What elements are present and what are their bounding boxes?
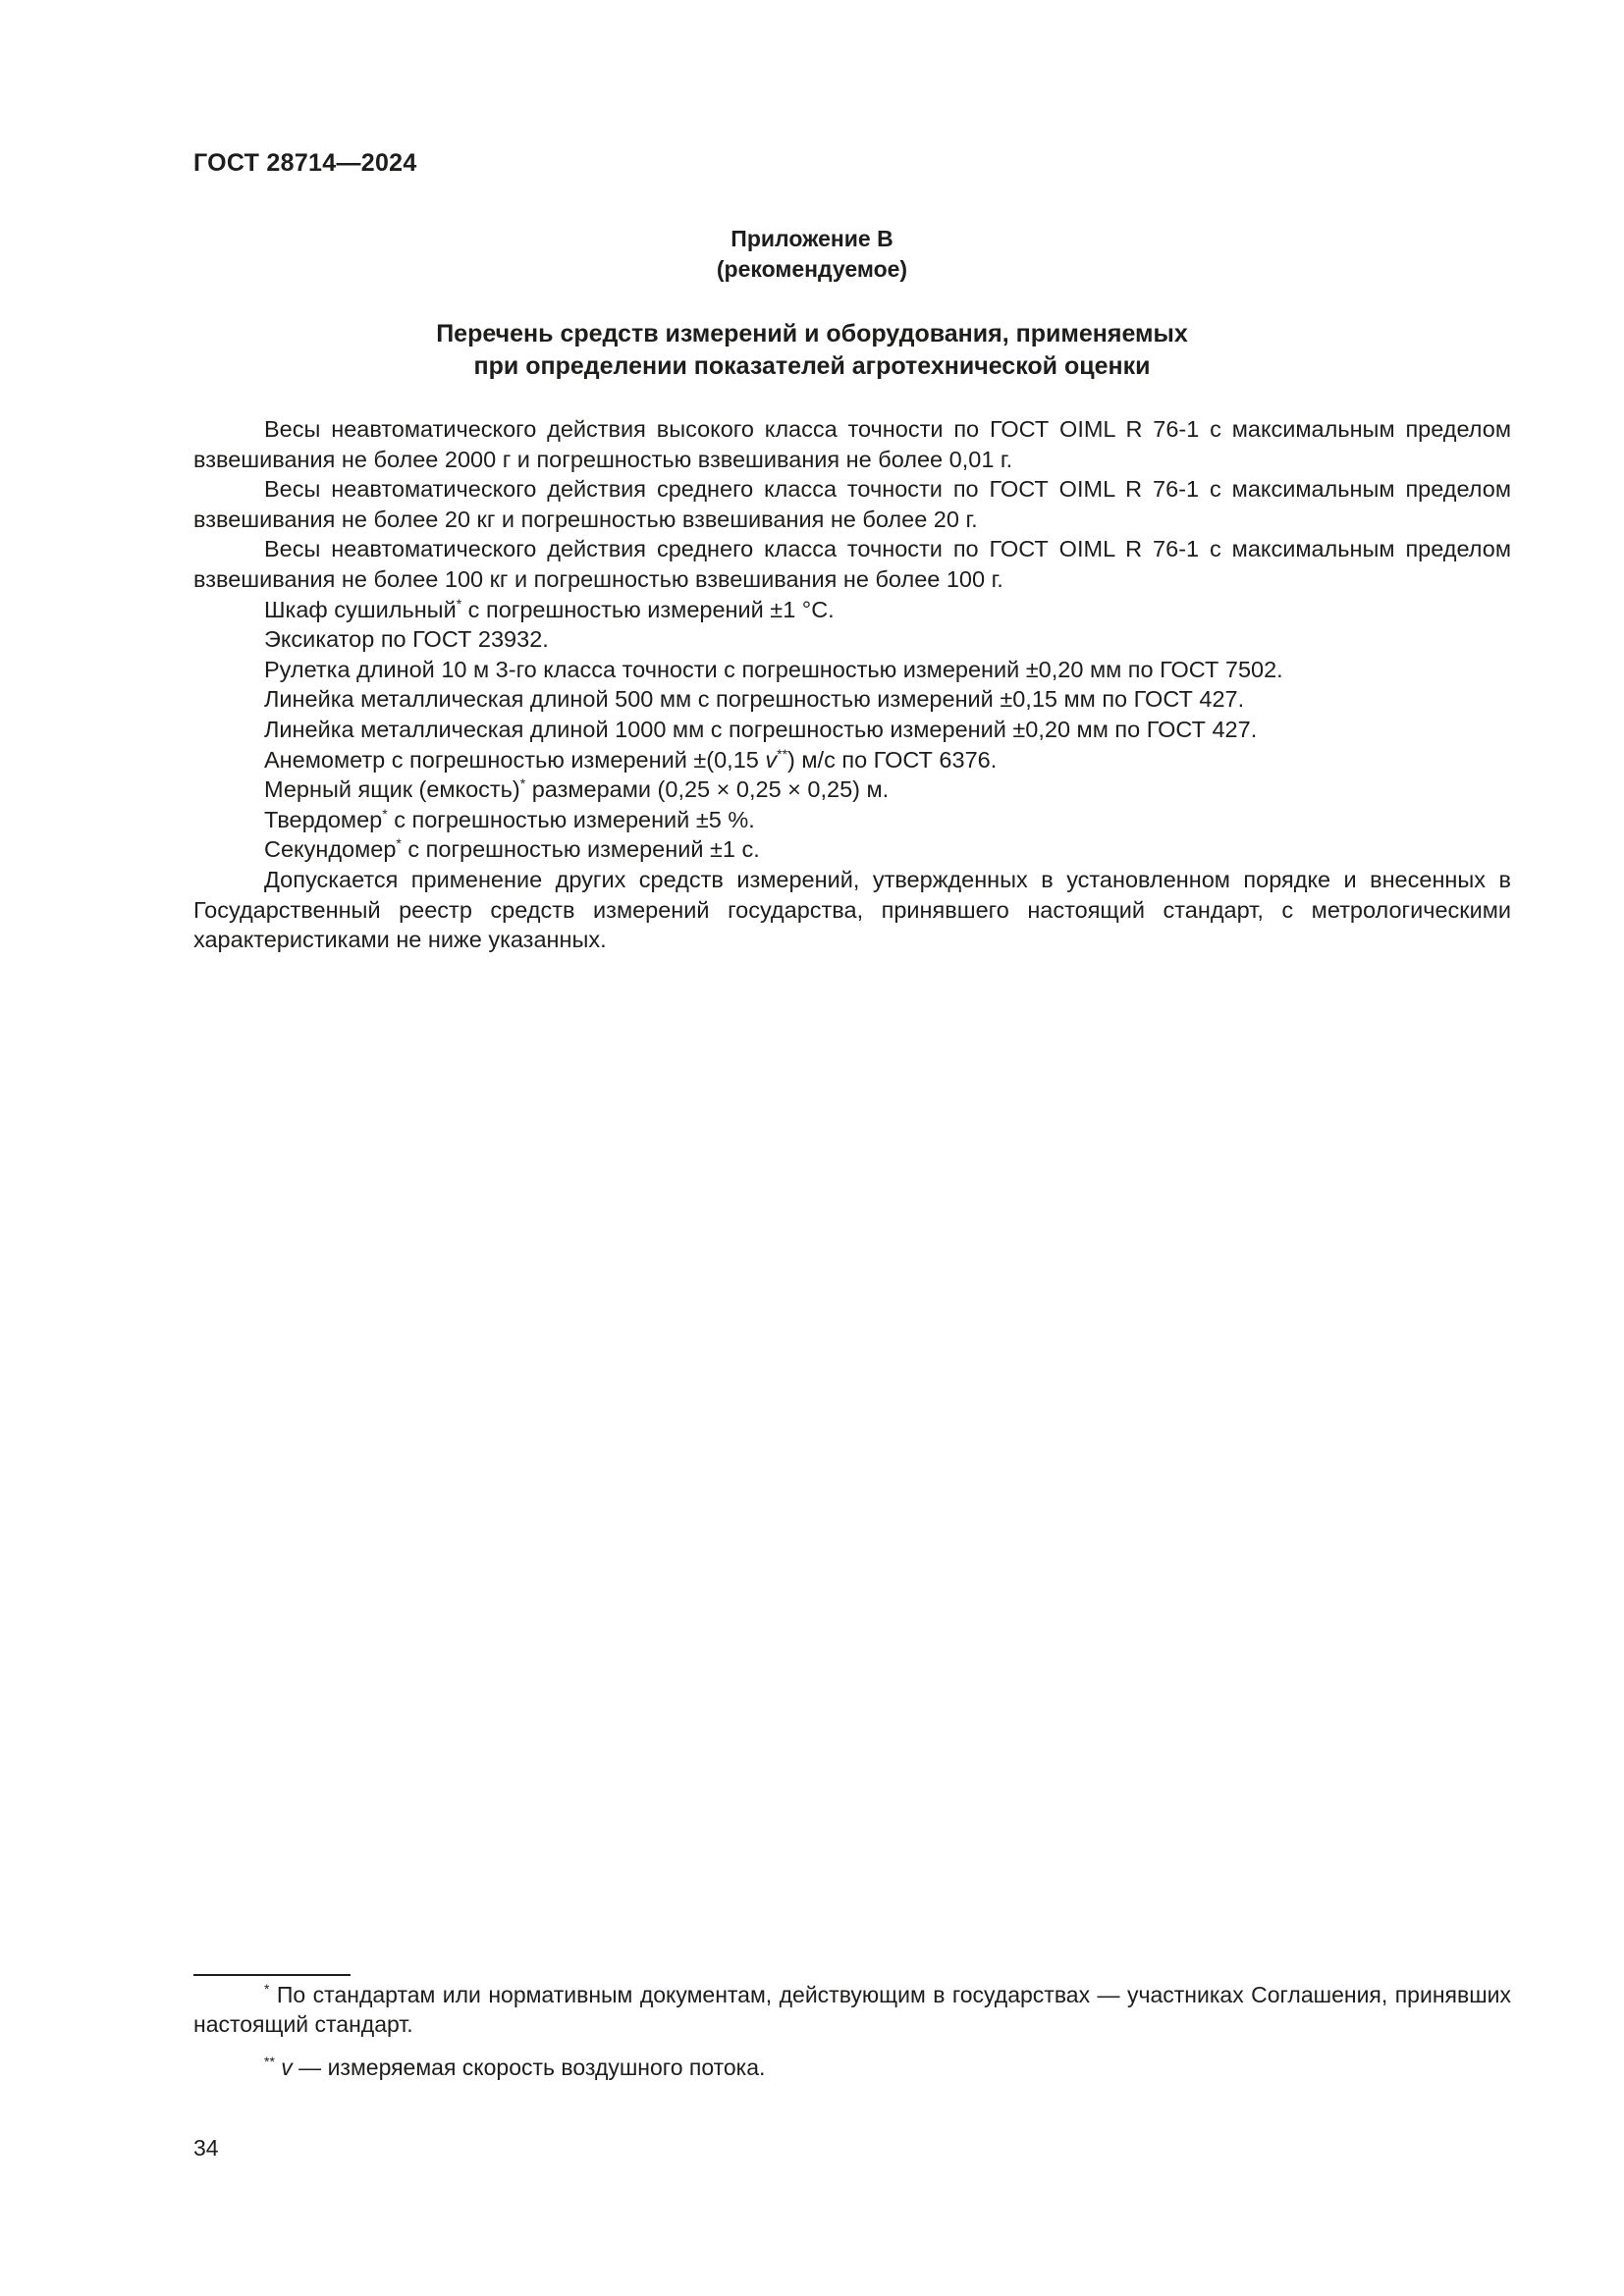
page-number: 34 bbox=[193, 2135, 219, 2161]
footnote-marker: * bbox=[519, 775, 526, 792]
footnote-marker: * bbox=[382, 805, 388, 822]
equipment-item: Рулетка длиной 10 м 3-го класса точности с погрешностью измерений ±0,20 мм по ГОСТ 7502. bbox=[264, 656, 1283, 682]
section-title-line-2: при определении показателей агротехнической оценки bbox=[473, 352, 1151, 380]
equipment-item: Эксикатор по ГОСТ 23932. bbox=[264, 626, 549, 653]
equipment-item: Шкаф сушильный* с погрешностью измерений ±1 °С. bbox=[264, 595, 835, 622]
velocity-variable: v bbox=[765, 746, 778, 773]
equipment-item: Весы неавтоматического действия высокого класса точности по ГОСТ OIML R 76-1 с максимальным пределом взвешивания не более 2000 г и погрешностью взвешивания не более 0,01 г. bbox=[193, 416, 1511, 472]
appendix-label: Приложение В bbox=[731, 226, 893, 251]
footnote-marker: * bbox=[264, 1981, 270, 1997]
equipment-item: Линейка металлическая длиной 1000 мм с погрешностью измерений ±0,20 мм по ГОСТ 427. bbox=[264, 716, 1258, 742]
footnote-marker: * bbox=[456, 595, 462, 612]
appendix-heading bbox=[0, 224, 1624, 285]
appendix-status: (рекомендуемое) bbox=[716, 256, 908, 282]
equipment-item: Твердомер* с погрешностью измерений ±5 %. bbox=[264, 805, 755, 832]
equipment-list bbox=[193, 414, 1511, 955]
closing-paragraph: Допускается применение других средств измерений, утвержденных в установленном порядке и внесенных в Государственный реестр средств измерений государства, принявшего настоящий стандарт, с метрологическими характеристиками не ниже указанных. bbox=[193, 866, 1511, 953]
equipment-item: Секундомер* с погрешностью измерений ±1 с. bbox=[264, 835, 760, 863]
equipment-item: Анемометр с погрешностью измерений ±(0,15 v**) м/с по ГОСТ 6376. bbox=[264, 745, 998, 773]
footnote-2: ** v — измеряемая скорость воздушного потока. bbox=[264, 2054, 766, 2080]
velocity-variable: v bbox=[281, 2055, 293, 2080]
footnote-1: * По стандартам или нормативным документам, действующим в государствах — участниках Соглашения, принявших настоящий стандарт. bbox=[193, 1981, 1511, 2037]
section-title-line-1: Перечень средств измерений и оборудования, применяемых bbox=[436, 320, 1188, 347]
section-title bbox=[0, 318, 1624, 383]
footnote-marker: ** bbox=[777, 745, 788, 762]
equipment-item: Весы неавтоматического действия среднего класса точности по ГОСТ OIML R 76-1 с максимальным пределом взвешивания не более 100 кг и погрешностью взвешивания не более 100 г. bbox=[193, 536, 1511, 592]
equipment-item: Линейка металлическая длиной 500 мм с погрешностью измерений ±0,15 мм по ГОСТ 427. bbox=[264, 686, 1245, 713]
footnote-marker: ** bbox=[264, 2054, 275, 2069]
footnote-marker: * bbox=[396, 835, 402, 852]
equipment-item: Весы неавтоматического действия среднего класса точности по ГОСТ OIML R 76-1 с максимальным пределом взвешивания не более 20 кг и погрешностью взвешивания не более 20 г. bbox=[193, 476, 1511, 532]
equipment-item: Мерный ящик (емкость)* размерами (0,25 × 0,25 × 0,25) м. bbox=[264, 775, 890, 803]
footnote-divider bbox=[193, 1974, 351, 1976]
document-code: ГОСТ 28714—2024 bbox=[193, 149, 417, 177]
footnotes bbox=[193, 1980, 1511, 2082]
